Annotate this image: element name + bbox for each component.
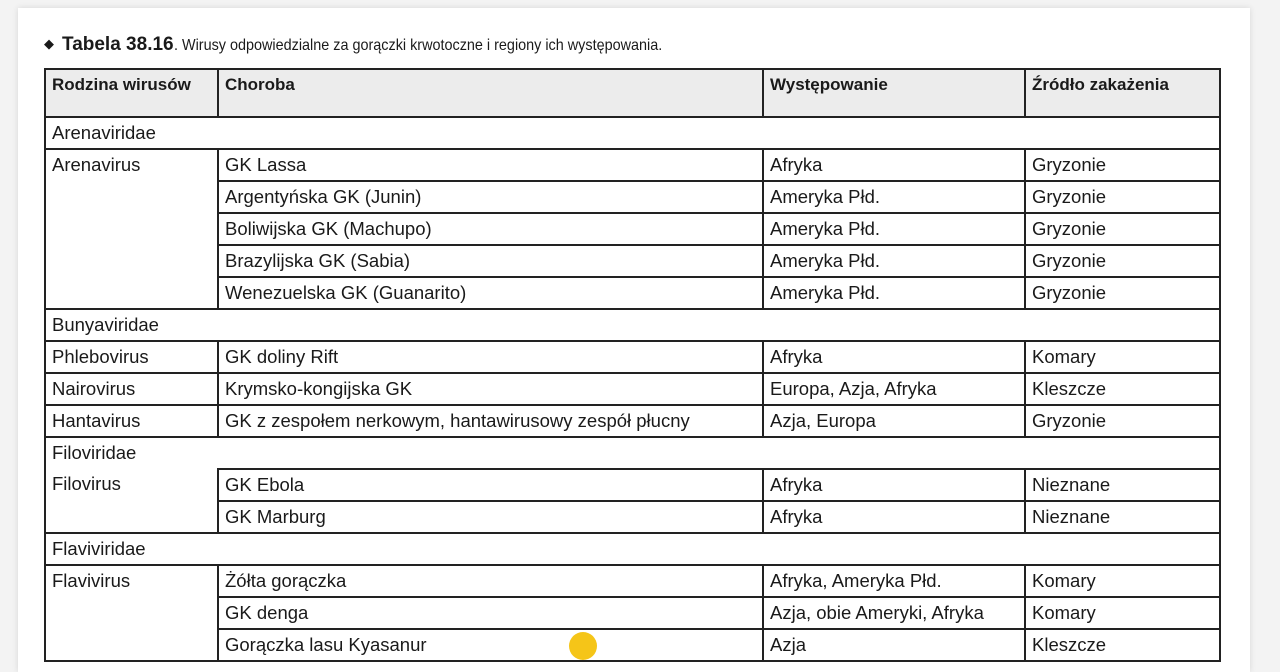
region-cell: Azja — [763, 629, 1025, 661]
genus-cell: Hantavirus — [45, 405, 218, 437]
table-row — [45, 181, 1220, 213]
source-cell: Gryzonie — [1025, 245, 1220, 277]
family-cell: Flaviviridae — [45, 533, 1220, 565]
genus-cell: Flavivirus — [45, 565, 218, 661]
header-row — [45, 69, 1220, 117]
table-row — [45, 277, 1220, 309]
source-cell: Gryzonie — [1025, 405, 1220, 437]
disease-cell: Gorączka lasu Kyasanur — [218, 629, 763, 661]
region-cell: Azja, Europa — [763, 405, 1025, 437]
source-cell: Komary — [1025, 341, 1220, 373]
source-cell: Kleszcze — [1025, 373, 1220, 405]
region-cell: Afryka — [763, 501, 1025, 533]
disease-cell: GK denga — [218, 597, 763, 629]
family-cell: Arenaviridae — [45, 117, 1220, 149]
caption-text: . Wirusy odpowiedzialne za gorączki krwotoczne i regiony ich występowania. — [173, 37, 662, 54]
family-row — [45, 117, 1220, 149]
disease-cell: GK Ebola — [218, 469, 763, 501]
disease-cell: Żółta gorączka — [218, 565, 763, 597]
genus-cell: Nairovirus — [45, 373, 218, 405]
region-cell: Ameryka Płd. — [763, 277, 1025, 309]
family-row — [45, 437, 1220, 469]
source-cell: Gryzonie — [1025, 181, 1220, 213]
region-cell: Afryka, Ameryka Płd. — [763, 565, 1025, 597]
genus-cell: Arenavirus — [45, 149, 218, 309]
header-cell: Źródło zakażenia — [1025, 69, 1220, 117]
source-cell: Nieznane — [1025, 469, 1220, 501]
disease-cell: GK doliny Rift — [218, 341, 763, 373]
source-cell: Gryzonie — [1025, 277, 1220, 309]
table-row — [45, 469, 1220, 501]
virus-table — [44, 68, 1221, 662]
table-row — [45, 213, 1220, 245]
family-cell: Bunyaviridae — [45, 309, 1220, 341]
region-cell: Ameryka Płd. — [763, 213, 1025, 245]
table-row — [45, 341, 1220, 373]
region-cell: Ameryka Płd. — [763, 181, 1025, 213]
table-row — [45, 629, 1220, 661]
table-row — [45, 245, 1220, 277]
source-cell: Kleszcze — [1025, 629, 1220, 661]
table-row — [45, 405, 1220, 437]
source-cell: Komary — [1025, 565, 1220, 597]
table-row — [45, 501, 1220, 533]
genus-cell: Filovirus — [45, 469, 218, 533]
region-cell: Ameryka Płd. — [763, 245, 1025, 277]
disease-cell: GK Marburg — [218, 501, 763, 533]
source-cell: Nieznane — [1025, 501, 1220, 533]
table-caption — [44, 34, 716, 56]
header-cell: Rodzina wirusów — [45, 69, 218, 117]
source-cell: Gryzonie — [1025, 213, 1220, 245]
disease-cell: GK Lassa — [218, 149, 763, 181]
caption-number: Tabela 38.16 — [62, 34, 174, 55]
table-row — [45, 149, 1220, 181]
region-cell: Afryka — [763, 469, 1025, 501]
region-cell: Azja, obie Ameryki, Afryka — [763, 597, 1025, 629]
disease-cell: GK z zespołem nerkowym, hantawirusowy zespół płucny — [218, 405, 763, 437]
region-cell: Afryka — [763, 341, 1025, 373]
family-row — [45, 533, 1220, 565]
region-cell: Europa, Azja, Afryka — [763, 373, 1025, 405]
source-cell: Gryzonie — [1025, 149, 1220, 181]
diamond-icon: ◆ — [44, 36, 54, 51]
family-row — [45, 309, 1220, 341]
table-row — [45, 373, 1220, 405]
disease-cell: Krymsko-kongijska GK — [218, 373, 763, 405]
disease-cell: Boliwijska GK (Machupo) — [218, 213, 763, 245]
cursor-indicator — [569, 632, 597, 660]
disease-cell: Argentyńska GK (Junin) — [218, 181, 763, 213]
source-cell: Komary — [1025, 597, 1220, 629]
table-row — [45, 597, 1220, 629]
header-cell: Choroba — [218, 69, 763, 117]
disease-cell: Wenezuelska GK (Guanarito) — [218, 277, 763, 309]
genus-cell: Phlebovirus — [45, 341, 218, 373]
header-cell: Występowanie — [763, 69, 1025, 117]
table-row — [45, 565, 1220, 597]
region-cell: Afryka — [763, 149, 1025, 181]
disease-cell: Brazylijska GK (Sabia) — [218, 245, 763, 277]
family-cell: Filoviridae — [45, 437, 1220, 469]
